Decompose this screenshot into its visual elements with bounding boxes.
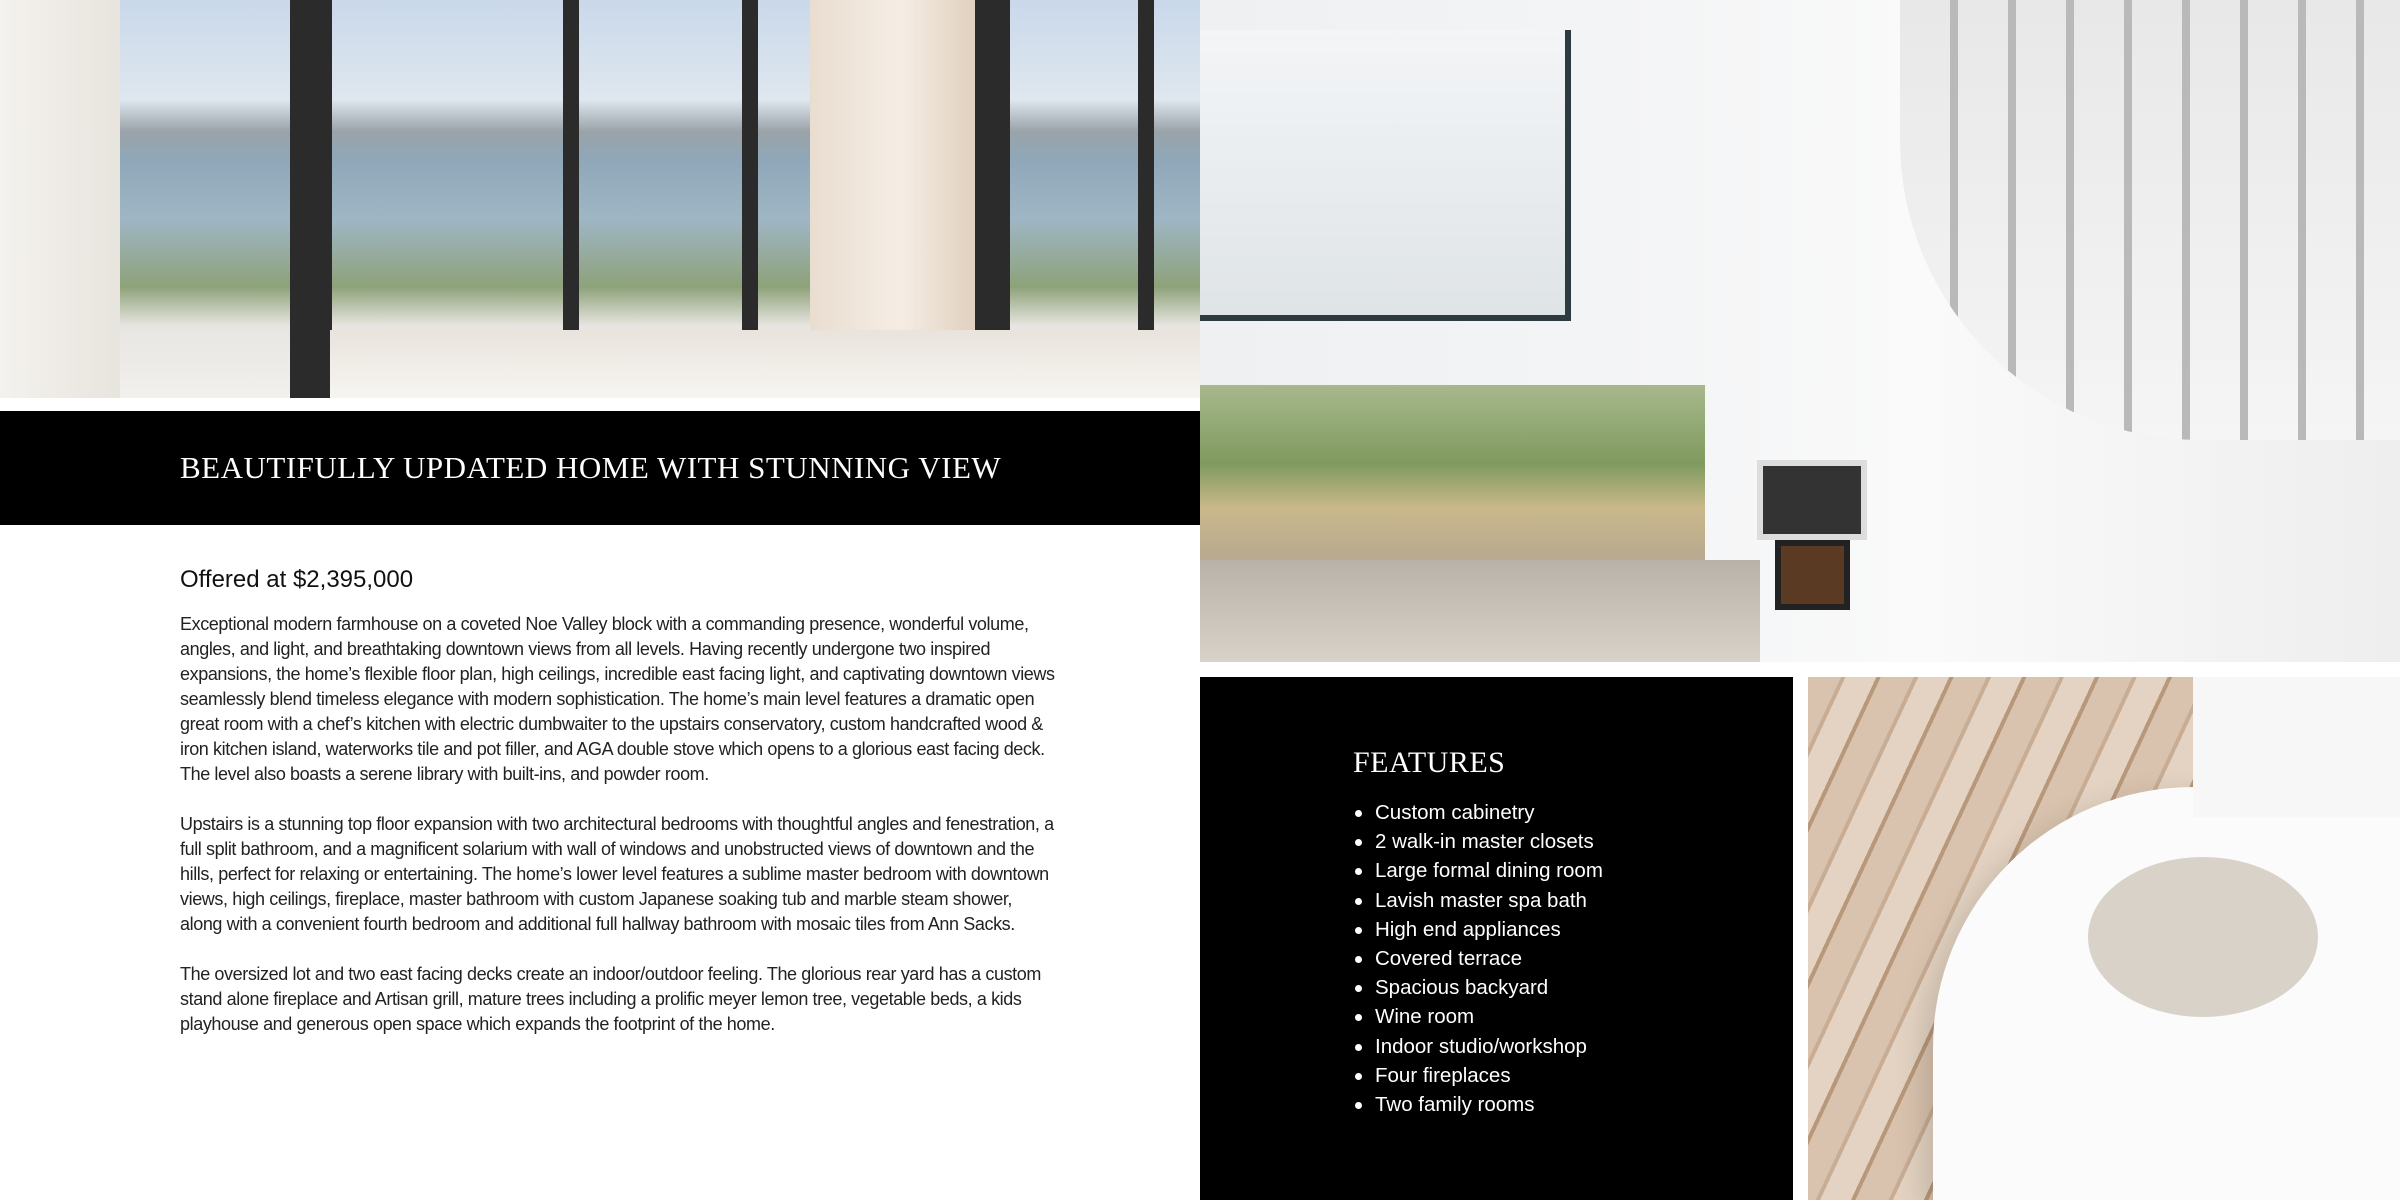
deck (1200, 560, 1760, 662)
tv-screen (1757, 460, 1867, 540)
features-list (1353, 798, 1603, 1119)
feature-item: Four fireplaces (1353, 1061, 1603, 1090)
feature-item: Spacious backyard (1353, 973, 1603, 1002)
price-heading: Offered at $2,395,000 (180, 566, 414, 593)
features-title: FEATURES (1353, 746, 1506, 779)
page-title: BEAUTIFULLY UPDATED HOME WITH STUNNING VIEW (180, 450, 1002, 485)
curved-balcony-railing (1900, 0, 2400, 440)
description-paragraph: Exceptional modern farmhouse on a coveted Noe Valley block with a commanding presence, wonderful volume, angles, and light, and breathtaking downtown views from all levels. Having recently undergone two inspired expansions, the home’s flexible floor plan, high ceilings, incredible east facing light, and captivating downtown views seamlessly blend timeless elegance with modern sophistication. The home’s main level features a dramatic open great room with a chef’s kitchen with electric dumbwaiter to the upstairs conservatory, custom handcrafted wood & iron kitchen island, waterworks tile and pot filler, and AGA double stove which opens to a glorious east facing deck. The level also boasts a serene library with built-ins, and powder room. (180, 614, 1055, 784)
feature-item: Indoor studio/workshop (1353, 1032, 1603, 1061)
landing (2193, 677, 2400, 817)
feature-item: Large formal dining room (1353, 856, 1603, 885)
curtain-left (0, 0, 120, 398)
stair-well (2088, 857, 2318, 1017)
bedroom-lake-view-photo (0, 0, 1200, 398)
feature-item: Covered terrace (1353, 944, 1603, 973)
fireplace (1775, 540, 1850, 610)
bed (330, 330, 1200, 398)
window-frame (290, 0, 332, 398)
feature-item: Wine room (1353, 1002, 1603, 1031)
feature-item: Two family rooms (1353, 1090, 1603, 1119)
description (180, 612, 1055, 1062)
garden-view (1200, 385, 1705, 560)
feature-item: High end appliances (1353, 915, 1603, 944)
description-paragraph: The oversized lot and two east facing decks create an indoor/outdoor feeling. The glorious rear yard has a custom stand alone fireplace and Artisan grill, mature trees including a prolific meyer lemon tree, vegetable beds, a kids playhouse and generous open space which expands the footprint of the home. (180, 964, 1041, 1034)
description-paragraph: Upstairs is a stunning top floor expansion with two architectural bedrooms with thoughtful angles and fenestration, a full split bathroom, and a magnificent solarium with wall of windows and unobstructed views of downtown and the hills, perfect for relaxing or entertaining. The home’s lower level features a sublime master bedroom with downtown views, high ceilings, fireplace, master bathroom with custom Japanese soaking tub and marble steam shower, along with a convenient fourth bedroom and additional full hallway bathroom with mosaic tiles from Ann Sacks. (180, 814, 1054, 934)
living-room-photo (1200, 0, 2400, 662)
feature-item: Lavish master spa bath (1353, 886, 1603, 915)
spiral-staircase-photo (1808, 677, 2400, 1200)
upper-window (1200, 30, 1571, 321)
feature-item: Custom cabinetry (1353, 798, 1603, 827)
feature-item: 2 walk-in master closets (1353, 827, 1603, 856)
